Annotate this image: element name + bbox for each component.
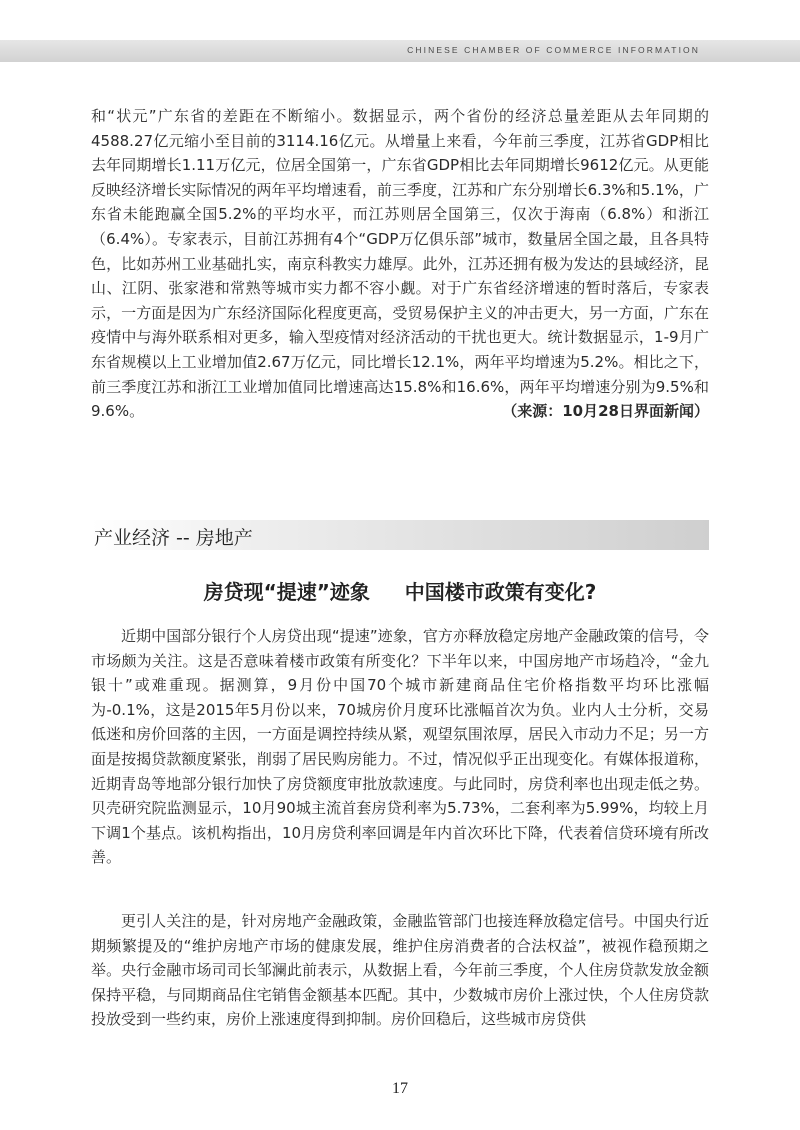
page-number: 17 (392, 1080, 408, 1097)
section-header (91, 520, 709, 550)
section-title: 产业经济 -- 房地产 (94, 527, 253, 549)
article-paragraph-2: 更引人关注的是，针对房地产金融政策，金融监管部门也接连释放稳定信号。中国央行近期频繁提及的“维护房地产市场的健康发展，维护住房消费者的合法权益”，被视作稳预期之举。央行金融市场司司长邹澜此前表示，从数据上看，今年前三季度，个人住房贷款发放金额保持平稳，与同期商品住宅销售金额基本匹配。其中，少数城市房价上涨过快，个人住房贷款投放受到一些约束，房价上涨速度得到抑制。房价回稳后，这些城市房贷供 (91, 912, 709, 1029)
paragraph-1-text: 和“状元”广东省的差距在不断缩小。数据显示，两个省份的经济总量差距从去年同期的4588.27亿元缩小至目前的3114.16亿元。从增量上来看，今年前三季度，江苏省GDP相比去年同期增长1.11万亿元，位居全国第一，广东省GDP相比去年同期增长9612亿元。从更能反映经济增长实际情况的两年平均增速看，前三季度，江苏和广东分别增长6.3%和5.1%，广东省未能跑赢全国5.2%的平均水平，而江苏则居全国第三，仅次于海南（6.8%）和浙江（6.4%）。专家表示，目前江苏拥有4个“GDP万亿俱乐部”城市，数量居全国之最，且各具特色，比如苏州工业基础扎实，南京科教实力雄厚。此外，江苏还拥有极为发达的县域经济，昆山、江阴、张家港和常熟等城市实力都不容小觑。对于广东省经济增速的暂时落后，专家表示，一方面是因为广东经济国际化程度更高，受贸易保护主义的冲击更大，另一方面，广东在疫情中与海外联系相对更多，输入型疫情对经济活动的干扰也更大。统计数据显示，1-9月广东省规模以上工业增加值2.67万亿元，同比增长12.1%，两年平均增速为5.2%。相比之下，前三季度江苏和浙江工业增加值同比增速高达15.8%和16.6%，两年平均增速分别为9.5%和9.6%。 (91, 107, 709, 421)
source-citation: （来源：10月28日界面新闻） (502, 402, 709, 421)
article-paragraph-1: 近期中国部分银行个人房贷出现“提速”迹象，官方亦释放稳定房地产金融政策的信号，令市场颇为关注。这是否意味着楼市政策有所变化？下半年以来，中国房地产市场趋冷，“金九银十”或难重现。据测算，9月份中国70个城市新建商品住宅价格指数平均环比涨幅为-0.1%，这是2015年5月份以来，70城房价月度环比涨幅首次为负。业内人士分析，交易低迷和房价回落的主因，一方面是调控持续从紧，观望氛围浓厚，居民入市动力不足；另一方面是按揭贷款额度紧张，削弱了居民购房能力。不过，情况似乎正出现变化。有媒体报道称，近期青岛等地部分银行加快了房贷额度审批放款速度。与此同时，房贷利率也出现走低之势。贝壳研究院监测显示，10月90城主流首套房贷利率为5.73%，二套利率为5.99%，均较上月下调1个基点。该机构指出，10月房贷利率回调是年内首次环比下降，代表着信贷环境有所改善。 (91, 627, 709, 867)
header-bar (0, 40, 800, 62)
paragraph-1 (91, 104, 709, 424)
header-title: CHINESE CHAMBER OF COMMERCE INFORMATION (407, 45, 700, 55)
article-title: 房贷现“提速”迹象 中国楼市政策有变化? (203, 580, 597, 604)
